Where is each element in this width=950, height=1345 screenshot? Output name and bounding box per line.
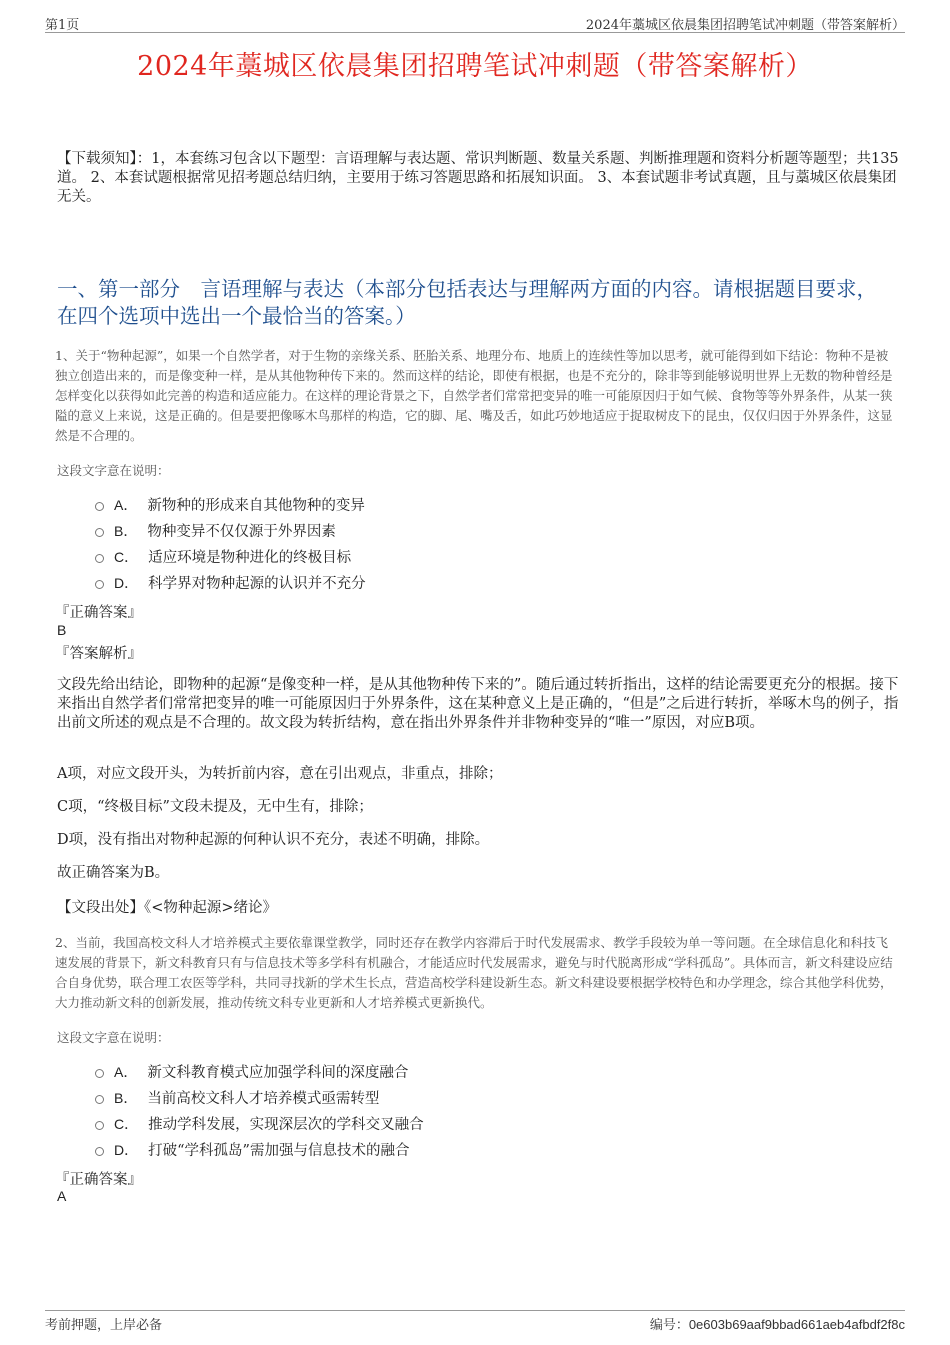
question-2-text: 2、当前，我国高校文科人才培养模式主要依靠课堂教学，同时还存在教学内容滞后于时代发展需求、教学手段较为单一等问题。在全球信息化和科技飞速发展的背景下，新文科教育只有与信息技术等多学科有机融合，才能适应时代发展需求，避免与时代脱离形成“学科孤岛”。具体而言，新文科建设应结合自身优势，联合理工农医等学科，共同寻找新的学术生长点，营造高校学科建设新生态。新文科建设要根据学校特色和办学理念，综合其他学科优势，大力推动新文科的创新发展，推动传统文科专业更新和人才培养模式更新换代。 [55, 935, 893, 1010]
footer-code: 编号：0e603b69aaf9bbad661aeb4afbdf2f8c [649, 1317, 905, 1333]
section-heading: 一、第一部分 言语理解与表达（本部分包括表达与理解两方面的内容。请根据题目要求，在四个选项中选出一个最恰当的答案。） [57, 277, 877, 328]
correct-answer-value: A [57, 1188, 67, 1204]
option-a[interactable]: A． 新物种的形成来自其他物种的变异 [95, 492, 366, 518]
option-c[interactable]: C． 推动学科发展，实现深层次的学科交叉融合 [95, 1111, 424, 1137]
correct-answer-label: 『正确答案』 [55, 1172, 142, 1188]
radio-icon[interactable] [95, 1147, 104, 1156]
analysis-option-a: A项，对应文段开头，为转折前内容，意在引出观点，非重点，排除； [57, 766, 503, 782]
question-1-options [95, 492, 366, 596]
document-code: 0e603b69aaf9bbad661aeb4afbdf2f8c [688, 1317, 905, 1332]
radio-icon[interactable] [95, 1121, 104, 1130]
radio-icon[interactable] [95, 528, 104, 537]
option-d[interactable]: D． 科学界对物种起源的认识并不充分 [95, 570, 366, 596]
analysis-option-c: C项，“终极目标”文段未提及，无中生有，排除； [57, 799, 373, 815]
download-notice: 【下载须知】：1，本套练习包含以下题型：言语理解与表达题、常识判断题、数量关系题、判断推理题和资料分析题等题型；共135道。 2、本套试题根据常见招考题总结归纳，主要用于练习答题思路和拓展知识面。 3、本套试题非考试真题，且与藁城区依晨集团无关。 [57, 151, 899, 205]
text-source: 【文段出处】《<物种起源>绪论》 [57, 900, 278, 916]
option-c[interactable]: C． 适应环境是物种进化的终极目标 [95, 544, 366, 570]
page-header [45, 14, 905, 33]
analysis-conclusion: 故正确答案为B。 [57, 865, 170, 881]
running-title: 2024年藁城区依晨集团招聘笔试冲刺题（带答案解析） [585, 18, 905, 33]
question-1-prompt: 这段文字意在说明： [57, 463, 170, 478]
analysis-paragraph: 文段先给出结论，即物种的起源“是像变种一样，是从其他物种传下来的”。随后通过转折指出，这样的结论需要更充分的根据。接下来指出自然学者们常常把变异的唯一可能原因归于外界条件，这在某种意义上是正确的，“但是”之后进行转折，举啄木鸟的例子，指出前文所述的观点是不合理的。故文段为转折结构，意在指出外界条件并非物种变异的“唯一”原因，对应B项。 [57, 677, 899, 731]
option-d[interactable]: D． 打破“学科孤岛”需加强与信息技术的融合 [95, 1137, 424, 1163]
footer-rule [45, 1310, 905, 1311]
analysis-label: 『答案解析』 [55, 646, 142, 662]
question-1-text: 1、关于“物种起源”，如果一个自然学者，对于生物的亲缘关系、胚胎关系、地理分布、地质上的连续性等加以思考，就可能得到如下结论：物种不是被独立创造出来的，而是像变种一样，是从其他物种传下来的。然而这样的结论，即使有根据，也是不充分的，除非等到能够说明世界上无数的物种曾经是怎样变化以获得如此完善的构造和适应能力。在这样的理论背景之下，自然学者们常常把变异的唯一可能原因归于如气候、食物等等外界条件，从某一狭隘的意义上来说，这是正确的。但是要把像啄木鸟那样的构造，它的脚、尾、嘴及舌，如此巧妙地适应于捉取树皮下的昆虫，仅仅归因于外界条件，这显然是不合理的。 [55, 348, 893, 443]
footer-slogan: 考前押题，上岸必备 [45, 1318, 163, 1333]
radio-icon[interactable] [95, 1069, 104, 1078]
document-title: 2024年藁城区依晨集团招聘笔试冲刺题（带答案解析） [137, 51, 813, 82]
question-2-options [95, 1059, 424, 1163]
correct-answer-label: 『正确答案』 [55, 605, 142, 621]
radio-icon[interactable] [95, 580, 104, 589]
option-b[interactable]: B． 物种变异不仅仅源于外界因素 [95, 518, 366, 544]
page-number: 第1页 [45, 18, 80, 33]
correct-answer-value: B [57, 622, 67, 638]
radio-icon[interactable] [95, 502, 104, 511]
radio-icon[interactable] [95, 1095, 104, 1104]
radio-icon[interactable] [95, 554, 104, 563]
option-b[interactable]: B． 当前高校文科人才培养模式亟需转型 [95, 1085, 424, 1111]
question-2-prompt: 这段文字意在说明： [57, 1030, 170, 1045]
option-a[interactable]: A． 新文科教育模式应加强学科间的深度融合 [95, 1059, 424, 1085]
analysis-option-d: D项，没有指出对物种起源的何种认识不充分，表述不明确，排除。 [57, 832, 490, 848]
